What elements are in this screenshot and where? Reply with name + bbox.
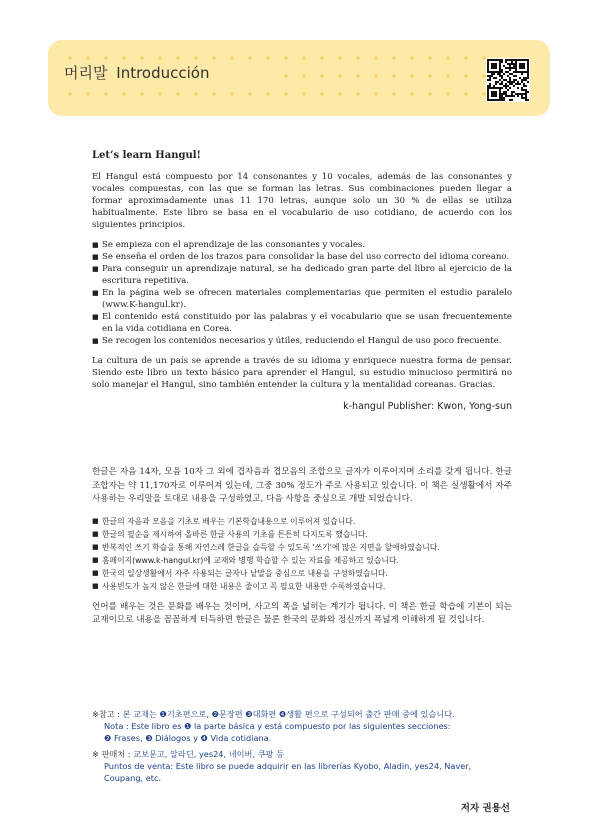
qr-module [513,95,515,97]
decor-dot [86,92,90,96]
qr-module [525,89,527,91]
qr-module [507,95,509,97]
decor-dot [356,56,360,60]
list-item: ■ Se recogen los contenidos necesarios y útiles, reduciendo el Hangul de uso poco frecuente. [92,335,512,347]
qr-module [493,73,495,75]
qr-module [507,89,509,91]
decor-dot [446,74,450,78]
qr-module [509,67,511,69]
list-item: ■ 한국의 일상생활에서 자주 사용되는 글자나 낱말을 중심으로 내용을 구성하였습니다. [92,567,512,580]
qr-module [509,81,511,83]
qr-module [509,59,511,61]
qr-module [507,75,509,77]
decor-dot [194,56,198,60]
qr-module [509,99,511,101]
korean-closing-paragraph: 언어를 배우는 것은 문화를 배우는 것이며, 사고의 폭을 넓히는 계기가 됩니다. 이 책은 한글 학습에 기본이 되는 교재이므로 내용을 꼼꼼하게 터득하면 한글은 물론 한국의 문화와 정신까지 폭넓게 이해하게 될 것입니다. [92,601,512,625]
list-item: ■ 반복적인 쓰기 학습을 통해 자연스레 한글을 습득할 수 있도록 '쓰기'에 많은 지면을 할애하였습니다. [92,541,512,554]
qr-module [497,81,499,83]
qr-module [507,59,509,61]
decor-dot [248,56,252,60]
qr-module [517,93,519,95]
qr-module [503,93,505,95]
qr-module [525,85,527,87]
qr-module [509,65,511,67]
qr-module [511,99,513,101]
qr-module [495,81,497,83]
qr-module [503,85,505,87]
qr-module [509,73,511,75]
decor-dot [374,74,378,78]
korean-principles-list [92,515,512,593]
decor-dot [356,74,360,78]
korean-section [92,466,512,628]
reference-spanish-1: Nota : Este libro es ❶ la parte básica y está compuesto por las siguientes secciones: [104,721,451,731]
reference-spanish-2: ❷ Frases, ❸ Diálogos y ❹ Vida cotidiana. [104,733,272,743]
list-item: ■ Para conseguir un aprendizaje natural, se ha dedicado gran parte del libro al ejercicio de la escritura repetitiva. [92,263,512,287]
qr-module [501,59,503,61]
decor-dot [140,56,144,60]
qr-module [523,77,525,79]
decor-dot [428,74,432,78]
qr-module [489,77,491,79]
qr-module [527,77,529,79]
qr-module [505,67,507,69]
qr-module [511,61,513,63]
qr-finder [491,91,497,97]
qr-module [513,71,515,73]
decor-dot [374,56,378,60]
qr-module [501,99,503,101]
qr-module [527,99,529,101]
decor-dot [410,74,414,78]
qr-module [501,95,503,97]
qr-module [525,95,527,97]
decor-dot [392,74,396,78]
list-item: ■ 한글의 필순을 제시하여 올바른 한글 사용의 기초를 튼튼히 다지도록 했습니다. [92,528,512,541]
intro-paragraph: El Hangul está compuesto por 14 consonantes y 10 vocales, además de las consonantes y vocales compuestas, con las que se forman las letras. Sus combinaciones pueden llegar a formar aproximadamente unas 11 170 letras, aunque solo un 30 % de ellas se utiliza habitualmente. Este libro se basa en el vocabulario de uso cotidiano, de acuerdo con los siguientes principios. [92,172,512,230]
title-spanish: Introducción [116,64,210,82]
qr-module [497,73,499,75]
qr-module [513,81,515,83]
qr-module [501,93,503,95]
decor-dot [158,56,162,60]
qr-module [505,71,507,73]
decor-dot [464,56,468,60]
qr-module [501,77,503,79]
decor-dot [374,92,378,96]
qr-module [499,75,501,77]
qr-module [515,83,517,85]
qr-module [525,91,527,93]
qr-code-icon[interactable] [486,58,530,102]
qr-module [517,95,519,97]
qr-module [527,75,529,77]
qr-module [509,69,511,71]
qr-module [491,73,493,75]
qr-module [501,97,503,99]
title-korean: 머리말 [64,64,108,82]
notes-section [92,708,522,788]
qr-module [525,79,527,81]
qr-module [525,99,527,101]
sales-spanish-2: Coupang, etc. [104,773,162,783]
list-item: ■ Se empieza con el aprendizaje de las consonantes y vocales. [92,239,512,251]
list-item: ■ El contenido está constituido por las palabras y el vocabulario que se usan frecuentemente en la vida cotidiana en Corea. [92,311,512,335]
qr-module [493,77,495,79]
decor-dot [212,56,216,60]
qr-module [513,63,515,65]
decor-dot [104,56,108,60]
qr-module [527,81,529,83]
author-signature: 저자 권용선 [460,803,510,814]
qr-module [527,91,529,93]
qr-module [521,89,523,91]
decor-dot [320,56,324,60]
qr-module [523,85,525,87]
qr-module [521,87,523,89]
sales-spanish-1: Puntos de venta: Este libro se puede adquirir en las librerías Kyobo, Aladin, yes24, Naver, [104,761,472,771]
qr-module [521,97,523,99]
qr-module [509,79,511,81]
qr-module [525,77,527,79]
qr-module [499,79,501,81]
decor-dot [104,92,108,96]
qr-module [501,69,503,71]
qr-module [489,83,491,85]
qr-module [493,85,495,87]
principles-list [92,239,512,347]
qr-module [509,77,511,79]
qr-module [505,83,507,85]
qr-module [505,79,507,81]
decor-dot [86,56,90,60]
reference-korean: 본 교재는 ❶기초편으로, ❷문장편 ❸대화편 ❹생활 편으로 구성되어 출간 판매 중에 있습니다. [122,709,455,719]
section-heading: Let’s learn Hangul! [92,150,201,161]
spanish-section [92,150,512,413]
qr-module [513,79,515,81]
list-item: ■ 한글의 자음과 모음을 기초로 배우는 기본학습내용으로 이루어져 있습니다. [92,515,512,528]
decor-dot [284,56,288,60]
qr-module [507,71,509,73]
qr-module [513,67,515,69]
qr-module [523,93,525,95]
decor-dot [320,74,324,78]
qr-module [489,85,491,87]
sales-label: ※ 판매처 : [92,749,131,759]
decor-dot [464,92,468,96]
qr-module [515,79,517,81]
decor-dot [284,74,288,78]
qr-module [525,93,527,95]
decor-dot [428,56,432,60]
decor-dot [212,92,216,96]
qr-module [511,91,513,93]
qr-module [501,71,503,73]
decor-dot [338,74,342,78]
qr-module [511,95,513,97]
qr-module [513,75,515,77]
decor-dot [356,92,360,96]
reference-note [92,708,522,744]
decor-dot [122,92,126,96]
qr-module [495,77,497,79]
qr-module [505,61,507,63]
qr-module [521,79,523,81]
decor-dot [284,92,288,96]
qr-module [503,91,505,93]
qr-module [511,73,513,75]
reference-label: ※참고 : [92,709,121,719]
qr-module [513,91,515,93]
qr-module [521,95,523,97]
qr-module [501,81,503,83]
decor-dot [410,56,414,60]
qr-module [513,59,515,61]
list-item: ■ En la página web se ofrecen materiales complementarias que permiten el estudio paralelo (www.K-hangul.kr). [92,287,512,311]
qr-module [511,93,513,95]
qr-module [511,59,513,61]
decor-dot [302,56,306,60]
list-item: ■ 사용빈도가 높지 않은 한글에 대한 내용은 줄이고 꼭 필요한 내용만 수록하였습니다. [92,580,512,593]
qr-module [503,99,505,101]
qr-module [509,83,511,85]
list-item: ■ 홈페이지(www.k-hangul.kr)에 교재와 병행 학습할 수 있는 자료를 제공하고 있습니다. [92,554,512,567]
qr-module [507,63,509,65]
decor-dot [302,92,306,96]
qr-module [487,85,489,87]
qr-module [517,83,519,85]
decor-dot [248,92,252,96]
qr-module [505,85,507,87]
decor-dot [410,92,414,96]
decor-dot [176,56,180,60]
qr-module [519,83,521,85]
qr-module [495,83,497,85]
decor-dot [266,56,270,60]
qr-module [527,73,529,75]
decor-dot [266,92,270,96]
qr-module [505,87,507,89]
decor-dot [464,74,468,78]
korean-intro-paragraph: 한글은 자음 14자, 모음 10자 그 외에 겹자음과 겹모음의 조합으로 글자가 이루어지며 소리를 갖게 됩니다. 한글 조합자는 약 11,170자로 이루어져 있는데, 그중 30% 정도가 주로 사용되고 있습니다. 이 책은 실생활에서 자주 사용하는 우리말을 토대로 내용을 구성하였고, 다음 사항을 중심으로 개발 되었습니다. [92,467,512,504]
qr-module [509,63,511,65]
qr-module [499,83,501,85]
decor-dot [320,92,324,96]
qr-module [503,65,505,67]
qr-module [505,59,507,61]
qr-module [487,79,489,81]
qr-module [511,81,513,83]
qr-module [519,77,521,79]
decor-dot [122,56,126,60]
list-item: ■ Se enseña el orden de los trazos para consolidar la base del uso correcto del idioma coreano. [92,251,512,263]
qr-module [523,97,525,99]
decor-dot [68,56,72,60]
publisher-signature: k-hangul Publisher: Kwon, Yong-sun [343,401,512,412]
qr-module [489,79,491,81]
qr-module [519,93,521,95]
decor-dot [158,92,162,96]
qr-module [505,93,507,95]
decor-dot [140,92,144,96]
qr-module [523,83,525,85]
qr-module [515,75,517,77]
decor-dot [446,56,450,60]
qr-module [513,65,515,67]
qr-module [507,67,509,69]
decor-dot [338,56,342,60]
qr-module [517,87,519,89]
qr-module [521,93,523,95]
qr-module [491,75,493,77]
qr-module [511,63,513,65]
qr-module [525,97,527,99]
closing-paragraph: La cultura de un país se aprende a través de su idioma y enriquece nuestra forma de pensar. Siendo este libro un texto básico para aprender el Hangul, su estudio minucioso permitirá no solo manejar el Hangul, sino también entender la cultura y la mentalidad coreanas. Gracias. [92,356,512,390]
qr-module [521,73,523,75]
sales-note [92,748,522,784]
qr-module [503,79,505,81]
qr-module [515,93,517,95]
qr-module [523,89,525,91]
qr-module [521,81,523,83]
qr-module [501,83,503,85]
qr-module [505,91,507,93]
qr-module [511,83,513,85]
qr-module [501,75,503,77]
qr-module [505,95,507,97]
qr-module [507,85,509,87]
decor-dot [302,74,306,78]
qr-module [489,75,491,77]
decor-dot [230,92,234,96]
decor-dot [194,92,198,96]
qr-module [503,73,505,75]
qr-finder [491,63,497,69]
decor-dot [230,56,234,60]
decor-dot [338,92,342,96]
decor-dot [176,92,180,96]
decor-dot [68,92,72,96]
decor-dot [446,92,450,96]
qr-module [503,97,505,99]
qr-module [501,61,503,63]
qr-module [501,87,503,89]
qr-module [513,85,515,87]
decor-dot [428,92,432,96]
qr-module [517,81,519,83]
qr-module [487,75,489,77]
qr-finder [519,63,525,69]
qr-module [499,73,501,75]
qr-module [509,87,511,89]
qr-module [511,67,513,69]
decor-dot [392,56,396,60]
qr-module [523,79,525,81]
decor-dot [392,92,396,96]
page-title [64,62,209,83]
qr-module [507,81,509,83]
sales-korean: 교보문고, 알라딘, yes24, 네이버, 쿠팡 등 [133,749,284,759]
qr-module [509,95,511,97]
